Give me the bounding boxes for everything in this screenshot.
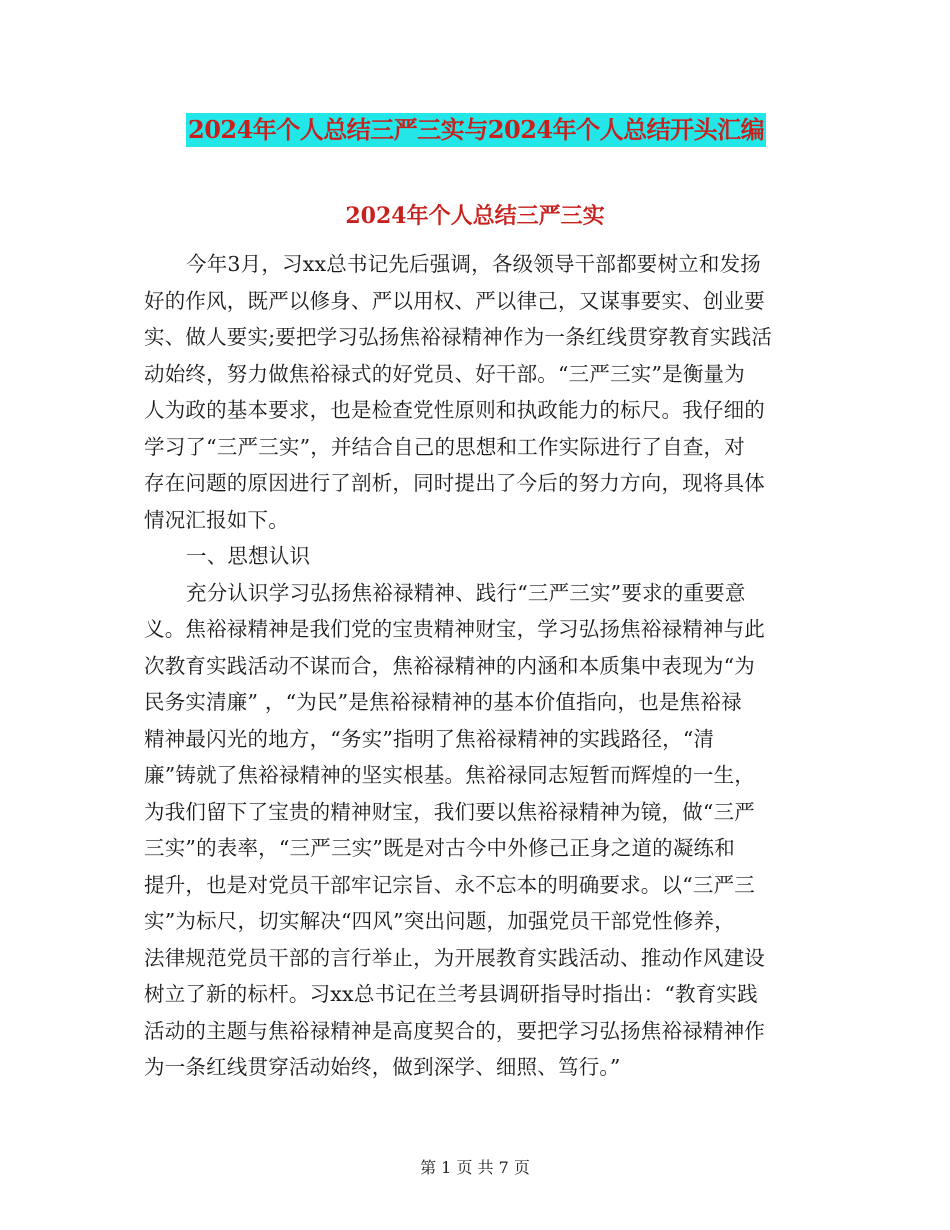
paragraph-line: 义。焦裕禄精神是我们党的宝贵精神财宝，学习弘扬焦裕禄精神与此 <box>144 617 765 641</box>
paragraph-line: 廉”铸就了焦裕禄精神的坚实根基。焦裕禄同志短暂而辉煌的一生， <box>144 763 755 787</box>
subheading: 一、思想认识 <box>186 544 311 568</box>
paragraph-line: 民务实清廉” ，“为民”是焦裕禄精神的基本价值指向，也是焦裕禄 <box>144 690 742 714</box>
paragraph-line: 为一条红线贯穿活动始终，做到深学、细照、笃行。” <box>144 1055 621 1079</box>
paragraph-line: 三实”的表率，“三严三实”既是对古今中外修己正身之道的凝练和 <box>144 836 735 860</box>
paragraph-line: 人为政的基本要求，也是检查党性原则和执政能力的标尺。我仔细的 <box>144 398 765 422</box>
paragraph-line: 为我们留下了宝贵的精神财宝，我们要以焦裕禄精神为镜，做“三严 <box>144 799 755 824</box>
paragraph-line: 精神最闪光的地方，“务实”指明了焦裕禄精神的实践路径，“清 <box>144 726 715 751</box>
document-title: 2024年个人总结三严三实与2024年个人总结开头汇编 <box>186 113 766 147</box>
paragraph-line: 今年3月，习xx总书记先后强调，各级领导干部都要树立和发扬 <box>186 252 761 276</box>
paragraph-line: 树立了新的标杆。习xx总书记在兰考县调研指导时指出：“教育实践 <box>144 982 758 1006</box>
paragraph-line: 存在问题的原因进行了剖析，同时提出了今后的努力方向，现将具体 <box>144 471 765 495</box>
paragraph-line: 充分认识学习弘扬焦裕禄精神、践行“三严三实”要求的重要意 <box>186 580 746 605</box>
paragraph-line: 法律规范党员干部的言行举止，为开展教育实践活动、推动作风建设 <box>144 945 765 970</box>
paragraph-line: 次教育实践活动不谋而合，焦裕禄精神的内涵和本质集中表现为“为 <box>144 653 755 678</box>
section-title: 2024年个人总结三严三实 <box>345 203 605 229</box>
paragraph-line: 活动的主题与焦裕禄精神是高度契合的，要把学习弘扬焦裕禄精神作 <box>144 1018 765 1043</box>
paragraph-line: 实、做人要实;要把学习弘扬焦裕禄精神作为一条红线贯穿教育实践活 <box>144 325 773 349</box>
body-text <box>144 246 808 1086</box>
paragraph-line: 动始终，努力做焦裕禄式的好党员、好干部。“三严三实”是衡量为 <box>144 361 745 386</box>
paragraph-line: 学习了“三严三实”，并结合自己的思想和工作实际进行了自查，对 <box>144 434 745 459</box>
page-footer: 第 1 页 共 7 页 <box>420 1158 530 1177</box>
paragraph-line: 提升，也是对党员干部牢记宗旨、永不忘本的明确要求。以“三严三 <box>144 872 755 897</box>
paragraph-line: 实”为标尺，切实解决“四风”突出问题，加强党员干部党性修养， <box>144 909 735 933</box>
paragraph-line: 好的作风，既严以修身、严以用权、严以律己，又谋事要实、创业要 <box>144 288 765 313</box>
paragraph-line: 情况汇报如下。 <box>144 507 289 532</box>
